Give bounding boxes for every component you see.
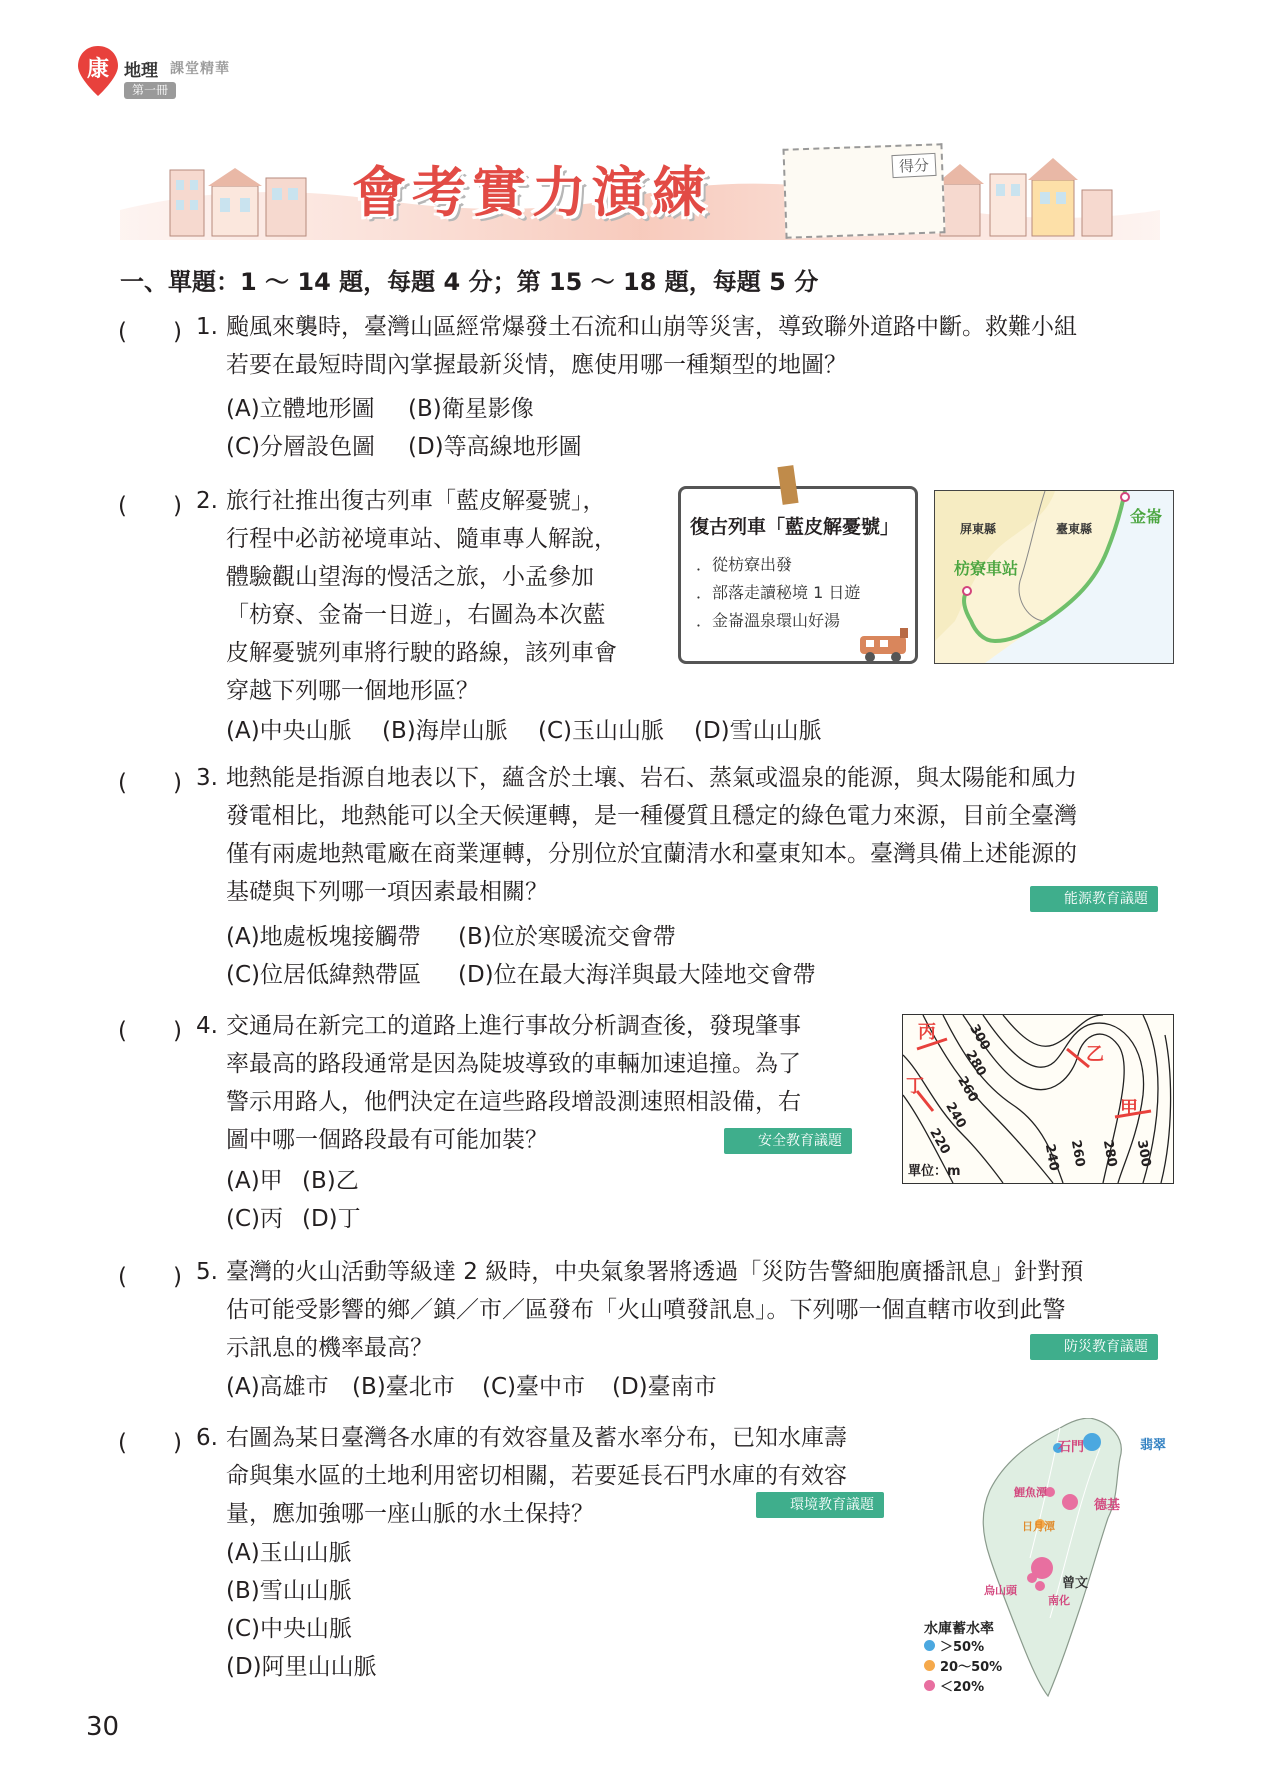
option-a[interactable]: (A)甲	[226, 1168, 283, 1194]
map-label: 金崙	[1130, 507, 1163, 526]
contour-value: 240	[942, 1099, 969, 1132]
contour-value: 260	[1067, 1138, 1088, 1169]
option-b[interactable]: (B)衛星影像	[408, 396, 534, 422]
option-c[interactable]: (C)臺中市	[482, 1374, 586, 1400]
question-number: 5.	[196, 1259, 218, 1285]
contour-value: 260	[954, 1073, 981, 1106]
map-label: 臺東縣	[1056, 522, 1093, 536]
segment-label: 乙	[1086, 1044, 1104, 1065]
option-d[interactable]: (D)丁	[302, 1206, 361, 1232]
contour-value: 280	[962, 1047, 989, 1080]
question-text: 颱風來襲時，臺灣山區經常爆發土石流和山崩等災害，導致聯外道路中斷。救難小組 若要在最短時間內掌握最新災情，應使用哪一種類型的地圖？	[226, 314, 1077, 378]
banner-title: 會考實力演練	[352, 161, 712, 224]
option-d[interactable]: (D)雪山山脈	[694, 718, 822, 744]
contour-value: 280	[1099, 1138, 1120, 1169]
reservoir-label: 日月潭	[1022, 1520, 1055, 1533]
map-unit: 單位：m	[908, 1164, 961, 1179]
segment-label: 丙	[918, 1022, 936, 1043]
page-number: 30	[86, 1712, 120, 1742]
option-b[interactable]: (B)臺北市	[352, 1374, 455, 1400]
option-d[interactable]: (D)臺南市	[612, 1374, 717, 1400]
option-b[interactable]: (B)雪山山脈	[226, 1578, 352, 1604]
answer-blank[interactable]: ( )	[118, 1430, 182, 1456]
card-item: ．金崙溫泉環山好湯	[696, 611, 841, 630]
option-c[interactable]: (C)位居低緯熱帶區	[226, 962, 422, 988]
issue-tag: 能源教育議題	[1030, 886, 1158, 912]
option-a[interactable]: (A)高雄市	[226, 1374, 329, 1400]
answer-blank[interactable]: ( )	[118, 1264, 182, 1290]
contour-value: 220	[926, 1125, 953, 1158]
series-label: 課堂精華	[170, 61, 230, 77]
reservoir-label: 德基	[1094, 1498, 1121, 1513]
legend-item: 20～50%	[940, 1660, 1003, 1675]
option-a[interactable]: (A)立體地形圖	[226, 396, 375, 422]
segment-label: 丁	[906, 1076, 924, 1097]
option-c[interactable]: (C)中央山脈	[226, 1616, 353, 1642]
option-b[interactable]: (B)位於寒暖流交會帶	[458, 924, 676, 950]
map-label: 屏東縣	[960, 522, 997, 536]
answer-blank[interactable]: ( )	[118, 1018, 182, 1044]
option-d[interactable]: (D)等高線地形圖	[408, 434, 582, 460]
subject-label: 地理	[124, 61, 158, 81]
option-b[interactable]: (B)海岸山脈	[382, 718, 508, 744]
contour-value: 300	[966, 1021, 993, 1054]
score-label: 得分	[891, 153, 936, 178]
card-title: 復古列車「藍皮解憂號」	[690, 516, 900, 538]
answer-blank[interactable]: ( )	[118, 319, 182, 345]
question-number: 3.	[196, 765, 218, 791]
legend-swatch	[924, 1640, 935, 1651]
answer-blank[interactable]: ( )	[118, 493, 182, 519]
option-a[interactable]: (A)玉山山脈	[226, 1540, 352, 1566]
question-text: 地熱能是指源自地表以下，蘊含於土壤、岩石、蒸氣或溫泉的能源，與太陽能和風力 發電相比，地熱能可以全天候運轉，是一種優質且穩定的綠色電力來源，目前全臺灣 僅有兩處地熱電廠在商業運轉，分別位於宜蘭清水和臺東知本。臺灣具備上述能源的 基礎與下列哪一項因素最相關？	[226, 765, 1077, 905]
reservoir-label: 曾文	[1062, 1576, 1089, 1591]
question-text: 旅行社推出復古列車「藍皮解憂號」， 行程中必訪祕境車站、隨車專人解說， 體驗觀山望海的慢活之旅，小孟參加 「枋寮、金崙一日遊」，右圖為本次藍 皮解憂號列車將行駛的路線，該列車會 穿越下列哪一個地形區？	[226, 488, 617, 704]
reservoir-label: 南化	[1048, 1594, 1070, 1607]
legend-title: 水庫蓄水率	[924, 1621, 994, 1637]
reservoir-label: 鯉魚潭	[1014, 1486, 1047, 1499]
contour-value: 240	[1041, 1142, 1062, 1173]
reservoir-label: 烏山頭	[984, 1584, 1017, 1597]
legend-item: ＞50%	[940, 1640, 985, 1655]
reservoir-label: 石門	[1058, 1440, 1085, 1455]
option-b[interactable]: (B)乙	[302, 1168, 359, 1194]
option-c[interactable]: (C)玉山山脈	[538, 718, 665, 744]
question-text: 交通局在新完工的道路上進行事故分析調查後，發現肇事 率最高的路段通常是因為陡坡導致的車輛加速追撞。為了 警示用路人，他們決定在這些路段增設測速照相設備，右 圖中哪一個路段最有可能加裝？	[226, 1013, 801, 1153]
volume-badge: 第一冊	[124, 82, 176, 99]
train-icon	[856, 622, 918, 664]
issue-tag: 安全教育議題	[724, 1128, 852, 1154]
question-number: 2.	[196, 488, 218, 514]
section-title: 一、單題：1 ～ 14 題，每題 4 分；第 15 ～ 18 題，每題 5 分	[120, 268, 819, 296]
option-d[interactable]: (D)位在最大海洋與最大陸地交會帶	[458, 962, 816, 988]
question-number: 6.	[196, 1425, 218, 1451]
question-text: 臺灣的火山活動等級達 2 級時，中央氣象署將透過「災防告警細胞廣播訊息」針對預 估可能受影響的鄉／鎮／市／區發布「火山噴發訊息」。下列哪一個直轄市收到此警 示訊息的機率最高？	[226, 1259, 1084, 1361]
legend-item: ＜20%	[940, 1680, 985, 1695]
question-number: 1.	[196, 314, 218, 340]
issue-tag: 環境教育議題	[756, 1492, 884, 1518]
option-d[interactable]: (D)阿里山山脈	[226, 1654, 377, 1680]
option-a[interactable]: (A)地處板塊接觸帶	[226, 924, 421, 950]
option-c[interactable]: (C)分層設色圖	[226, 434, 376, 460]
issue-tag: 防災教育議題	[1030, 1334, 1158, 1360]
logo-char: 康	[86, 57, 109, 82]
question-text: 右圖為某日臺灣各水庫的有效容量及蓄水率分布，已知水庫壽 命與集水區的土地利用密切相關，若要延長石門水庫的有效容 量，應加強哪一座山脈的水土保持？	[226, 1425, 847, 1527]
contour-value: 300	[1133, 1138, 1154, 1169]
legend-swatch	[924, 1680, 935, 1691]
map-label: 枋寮車站	[954, 559, 1019, 578]
question-number: 4.	[196, 1013, 218, 1039]
reservoir-label: 翡翠	[1140, 1438, 1167, 1453]
legend-swatch	[924, 1660, 935, 1671]
segment-label: 甲	[1120, 1098, 1138, 1119]
card-item: ．從枋寮出發	[696, 555, 793, 574]
option-c[interactable]: (C)丙	[226, 1206, 284, 1232]
answer-blank[interactable]: ( )	[118, 770, 182, 796]
option-a[interactable]: (A)中央山脈	[226, 718, 352, 744]
card-item: ．部落走讀秘境 1 日遊	[696, 583, 861, 602]
